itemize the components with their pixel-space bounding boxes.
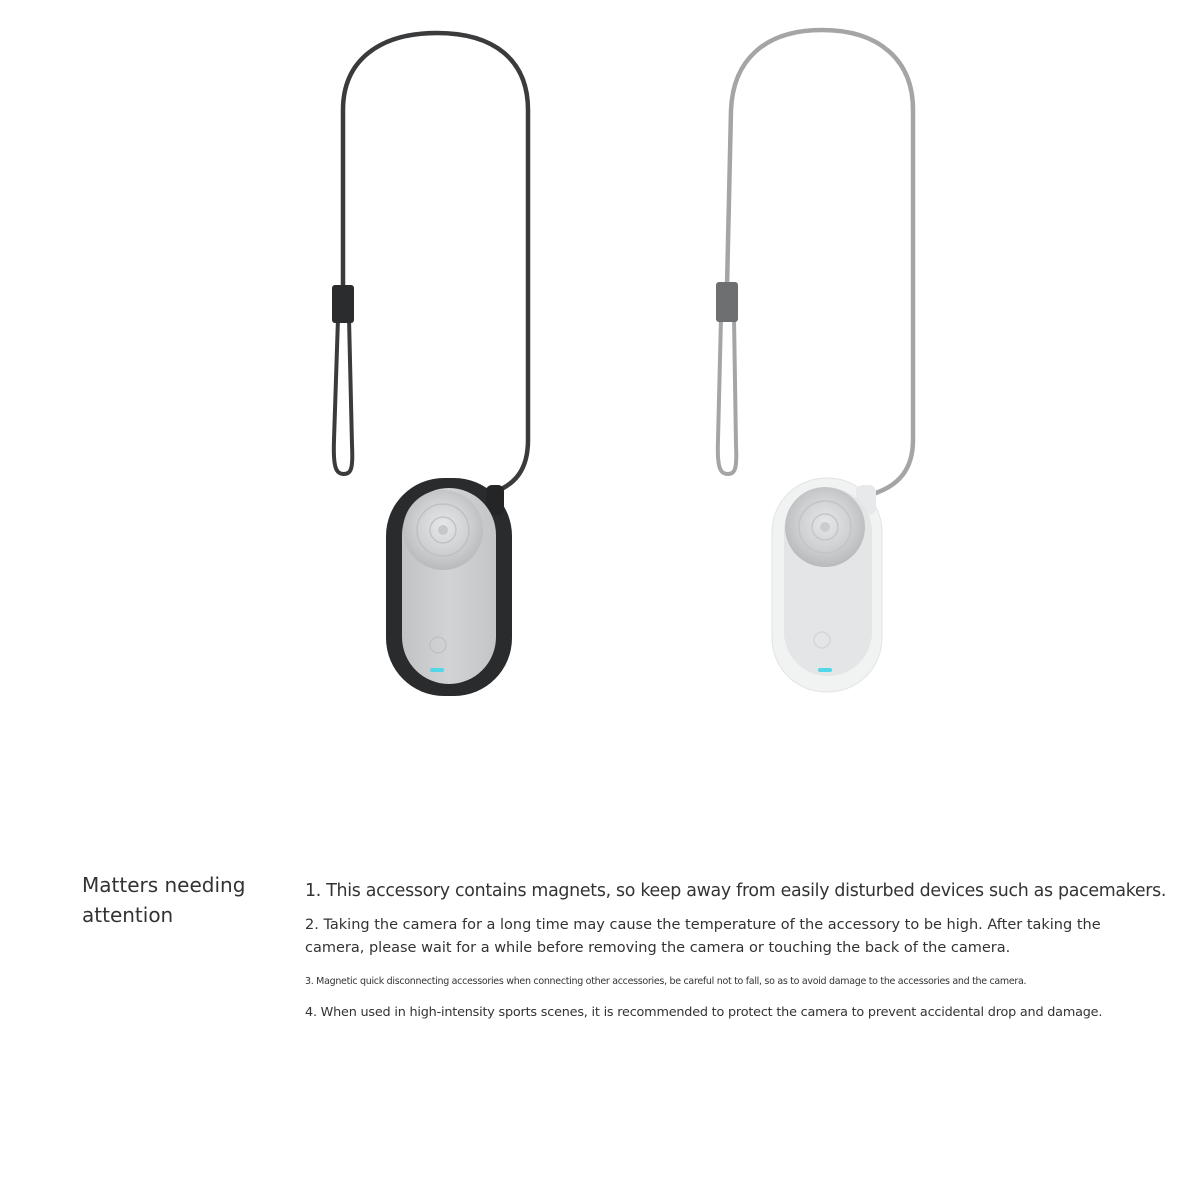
notes-heading: Matters needing attention (82, 873, 246, 927)
note-item-3: 3. Magnetic quick disconnecting accessories when connecting other accessories, be careful not to fall, so as to avoid damage to the accessories and the camera. (305, 976, 1027, 987)
black-lanyard-slider (332, 285, 354, 323)
black-lanyard-loop (343, 33, 528, 493)
note-item-4: 4. When used in high-intensity sports scenes, it is recommended to protect the camera to prevent accidental drop and damage. (305, 1005, 1103, 1020)
note-item-2: 2. Taking the camera for a long time may cause the temperature of the accessory to be high. After taking the camera, please wait for a while before removing the camera or touching the back of the camera. (305, 917, 1101, 956)
white-wrist-loop (718, 318, 737, 474)
black-wrist-loop (334, 318, 353, 474)
white-case-indicator (818, 668, 832, 672)
white-lanyard-loop (727, 30, 913, 493)
white-lanyard-slider (716, 282, 738, 322)
note-item-1: 1. This accessory contains magnets, so keep away from easily disturbed devices such as pacemakers. (305, 881, 1167, 901)
black-case-product (332, 33, 528, 696)
black-case-indicator (430, 668, 444, 672)
white-case-product (716, 30, 913, 692)
